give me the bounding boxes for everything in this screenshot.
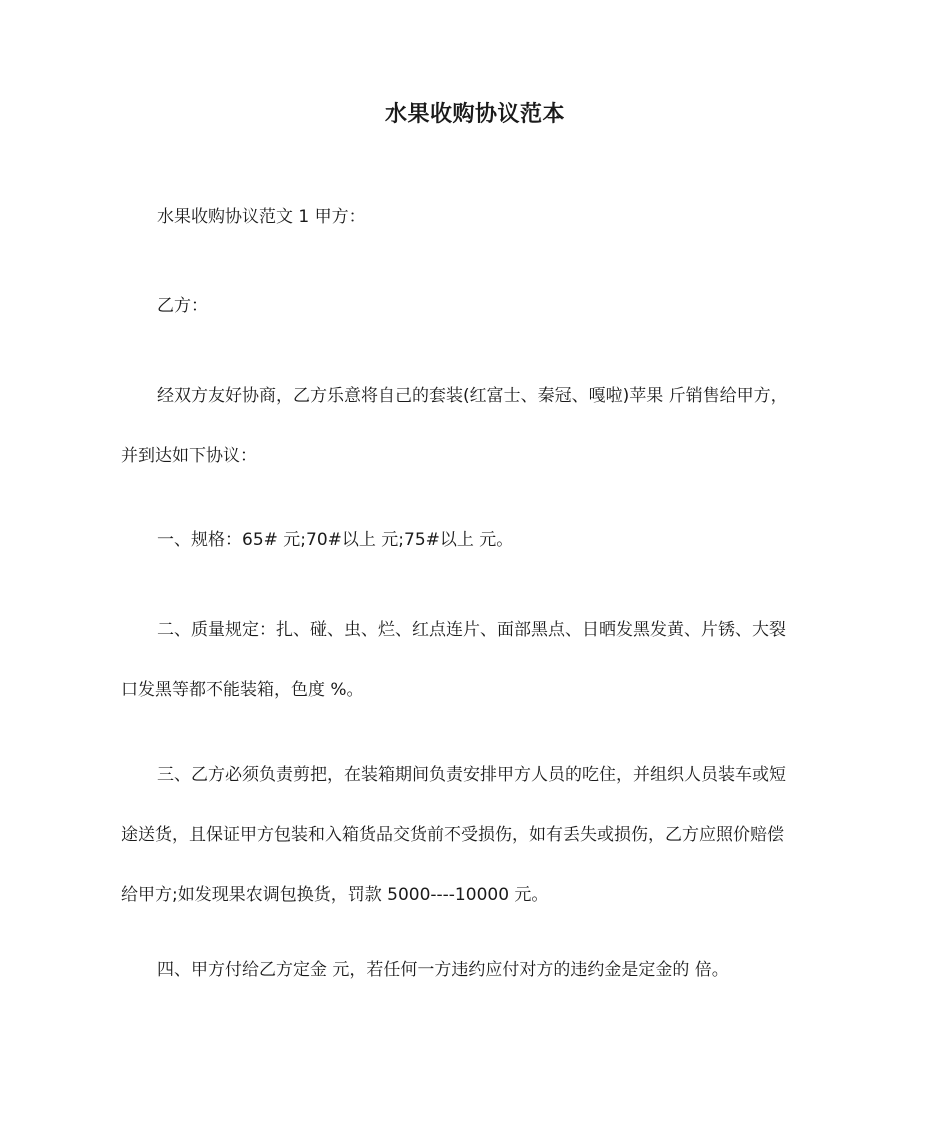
paragraph-line: 并到达如下协议： [121, 446, 257, 466]
paragraph-line: 二、质量规定：扎、碰、虫、烂、红点连片、面部黑点、日晒发黑发黄、片锈、大裂 [157, 620, 786, 640]
paragraph-line: 四、甲方付给乙方定金 元，若任何一方违约应付对方的违约金是定金的 倍。 [157, 960, 729, 980]
document-title: 水果收购协议范本 [384, 102, 565, 127]
paragraph-intro [121, 366, 833, 486]
paragraph-line: 口发黑等都不能装箱，色度 %。 [121, 680, 364, 700]
paragraph-party-a [121, 187, 833, 247]
paragraph-line: 乙方： [157, 296, 208, 316]
paragraph-party-b [121, 276, 833, 336]
paragraph-quality [121, 600, 833, 720]
paragraph-specification [121, 510, 833, 570]
paragraph-line: 经双方友好协商，乙方乐意将自己的套装(红富士、秦冠、嘎啦)苹果 斤销售给甲方， [157, 386, 788, 406]
paragraph-line: 途送货，且保证甲方包装和入箱货品交货前不受损伤，如有丢失或损伤，乙方应照价赔偿 [121, 825, 784, 845]
paragraph-party-b-duties [121, 745, 833, 925]
paragraph-line: 给甲方;如发现果农调包换货，罚款 5000----10000 元。 [121, 885, 549, 905]
paragraph-line: 三、乙方必须负责剪把，在装箱期间负责安排甲方人员的吃住，并组织人员装车或短 [157, 765, 786, 785]
paragraph-deposit [121, 940, 833, 1000]
paragraph-line: 一、规格：65# 元;70#以上 元;75#以上 元。 [157, 530, 514, 550]
paragraph-line: 水果收购协议范文 1 甲方： [157, 207, 366, 227]
